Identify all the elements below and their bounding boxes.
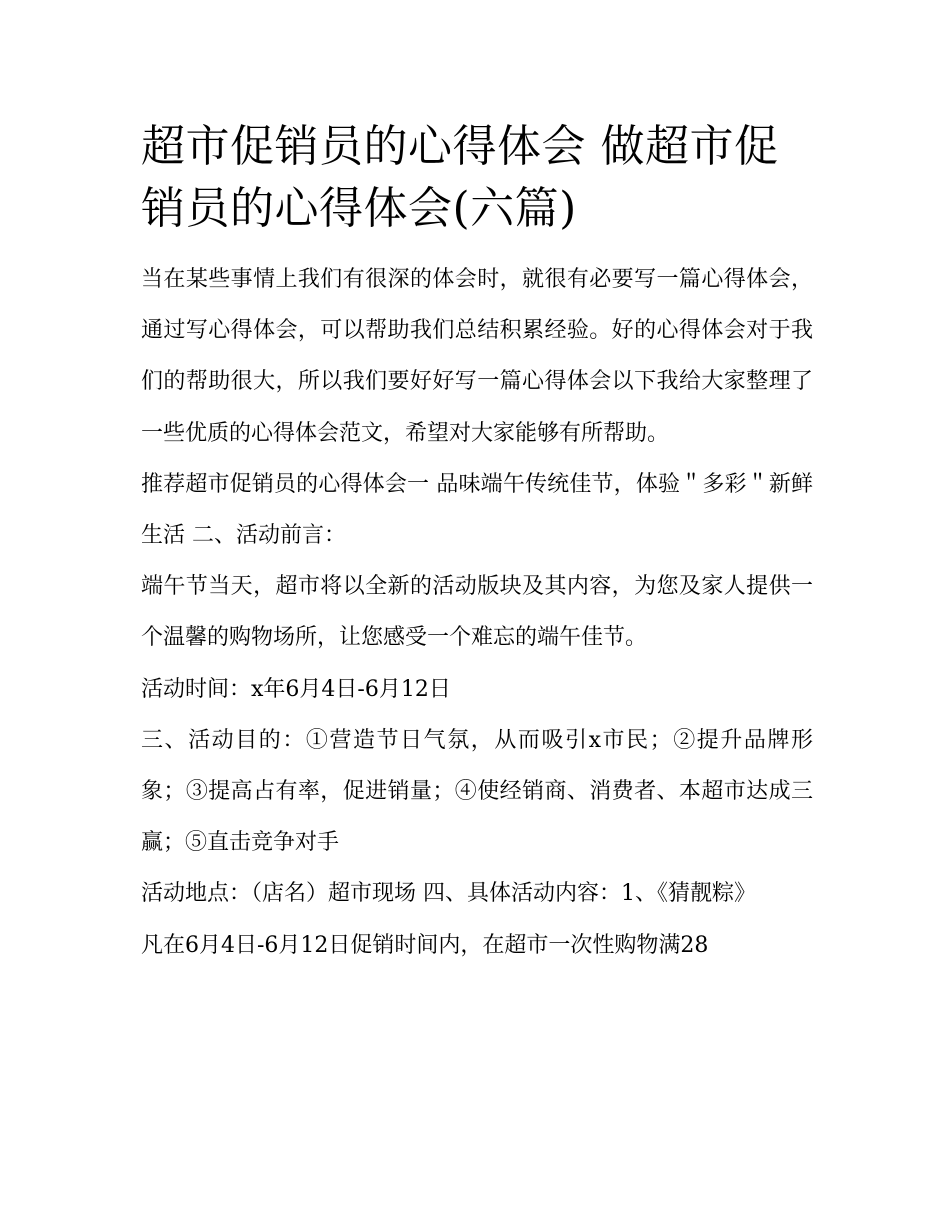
paragraph-activity-location: 活动地点：（店名）超市现场 四、具体活动内容：1、《猜靓粽》 xyxy=(141,881,756,907)
paragraph-activity-goals: 三、活动目的：①营造节日气氛，从而吸引x市民；②提升品牌形象；③提高占有率，促进销量；④使经销商、消费者、本超市达成三赢；⑤直击竞争对手 xyxy=(141,727,813,856)
document-body xyxy=(141,254,813,971)
paragraph-preface: 端午节当天，超市将以全新的活动版块及其内容，为您及家人提供一个温馨的购物场所，让您感受一个难忘的端午佳节。 xyxy=(141,574,813,651)
paragraph-activity-time: 活动时间：x年6月4日-6月12日 xyxy=(141,676,451,702)
document-page xyxy=(141,116,813,971)
paragraph-intro: 当在某些事情上我们有很深的体会时，就很有必要写一篇心得体会，通过写心得体会，可以帮助我们总结积累经验。好的心得体会对于我们的帮助很大，所以我们要好好写一篇心得体会以下我给大家整理了一些优质的心得体会范文，希望对大家能够有所帮助。 xyxy=(141,267,813,446)
paragraph-promotion: 凡在6月4日-6月12日促销时间内，在超市一次性购物满28 xyxy=(141,932,709,958)
paragraph-recommend: 推荐超市促销员的心得体会一 品味端午传统佳节，体验＂多彩＂新鲜生活 二、活动前言： xyxy=(141,471,813,549)
document-title: 超市促销员的心得体会 做超市促销员的心得体会(六篇) xyxy=(141,121,779,234)
